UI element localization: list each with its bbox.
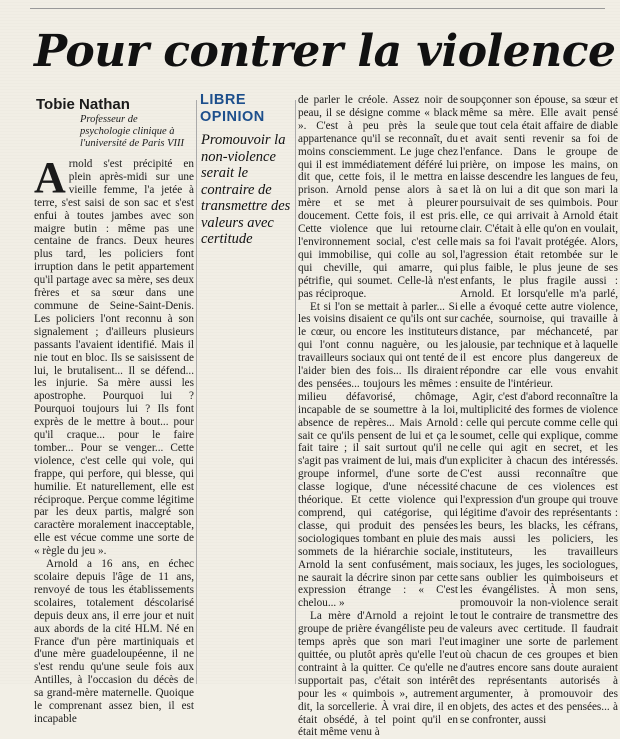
paragraph	[34, 153, 194, 558]
headline: Pour contrer la violence	[34, 26, 616, 77]
paragraph: soupçonner son épouse, sa sœur et même sa mère. Elle avait pensé que tout cela était affaire de diable et avait senti revenir sa foi de l'enfance. Dans le groupe de prière, on impose les mains, on laisse descendre les langues de feu, et là on lui a dit que son mari la poursuivait de ses quimbois. Pour elle, ce qui arrivait à Arnold était clair. C'était à elle qu'on en voulait, mais sa foi l'avait protégée. Alors, l'agression était retombée sur le plus faible, le plus jeune de ses enfants, le plus fragile aussi : Arnold. Et lorsqu'elle m'a parlé, elle a évoqué cette autre violence, cachée, sournoise, qui travaille à distance, par méchanceté, par jalousie, par technique et à laquelle il est encore plus dangereux de répondre car elle vous envahit ensuite de l'intérieur.	[460, 94, 618, 390]
paragraph: La mère d'Arnold a rejoint le groupe de prière évangéliste peu de temps après que son mari l'eut quittée, ou plutôt après qu'elle l'eut contraint à la quitter. Ce qu'elle ne supportait pas, c'était son intérêt pour les « quimbois », autrement dit, la sorcellerie. À vrai dire, il en était obsédé, à tel point qu'il en était même venu à	[298, 610, 458, 739]
author-name: Tobie Nathan	[36, 96, 130, 113]
column-divider	[295, 100, 296, 684]
paragraph: Et si l'on se mettait à parler... Si les voisins disaient ce qu'ils ont sur le cœur, ou encore les instituteurs qui l'ont connu naguère, ou les travailleurs sociaux qui ont tenté de l'aider bien des fois... Ils diraient des pensées... toujours les mêmes : milieu défavorisé, chômage, incapable de se soumettre à la loi, absence de repères... Mais Arnold sait ce qu'ils pensent de lui et ça le fait taire ; il sait surtout qu'il ne s'agit pas vraiment de lui, mais d'un groupe informel, d'une sorte de classe logique, d'une nécessité théorique. Et cette violence qui comprend, qui catégorise, qui classe, qui produit des pensées sociologiques tombant en pluie des sommets de la hiérarchie sociale, Arnold la sent confusément, mais ne saurait la décrire sinon par cette expression étrange : « C'est chelou... »	[298, 300, 458, 610]
section-tag-line1: LIBRE	[200, 92, 246, 108]
paragraph: Agir, c'est d'abord reconnaître la multiplicité des formes de violence : celle qui percute comme celle qui soumet, celle qui explique, comme celle qui agit en secret, et les expliciter à chacun des intéressés. C'est aussi reconnaître que chacune de ces violences est l'expression d'un groupe qui trouve légitime d'avoir des représentants : les beurs, les blacks, les céfrans, mais aussi les policiers, les instituteurs, les travailleurs sociaux, les juges, les sociologues, sans oublier les quimboiseurs et les évangélistes. À mon sens, promouvoir la non-violence serait tout le contraire de transmettre des valeurs avec certitude. Il faudrait imaginer une sorte de parlement où chacun de ces groupes et bien d'autres encore sans doute auraient des représentants autorisés à argumenter, à promouvoir des objets, des actes et des pensées... à se confronter, aussi	[460, 390, 618, 726]
article-column-2	[298, 94, 458, 739]
section-tag-line2: OPINION	[200, 109, 265, 125]
article-column-3	[460, 94, 618, 726]
column-divider	[196, 100, 197, 684]
paragraph: Arnold a 16 ans, en échec scolaire depuis l'âge de 11 ans, renvoyé de tous les établissements scolaires, totalement déscolarisé depuis deux ans, il erre jour et nuit aux abords de la cité HLM. Né en France d'un père martiniquais et d'une mère guadeloupéenne, il ne s'est rendu qu'une seule fois aux Antilles, à l'occasion du décès de sa grand-mère maternelle. Quoique le comprenant assez bien, il est incapable	[34, 558, 194, 725]
paragraph: de parler le créole. Assez noir de peau, il se désigne comme « black ». C'est à peu près la seule appartenance qu'il se reconnaît, du moins consciemment. Le juge chez qui il est immédiatement déféré lui dit que, cette fois, il le mettra en prison. Arnold pense alors à sa mère et se met à pleurer doucement. Cette fois, il est pris. Cette violence que lui retourne l'environnement social, c'est celle qui immobilise, qui colle au sol, qui cheville, qui amarre, qui pétrifie, qui soumet. Celle-là n'est pas réciproque.	[298, 94, 458, 300]
paragraph-text: rnold s'est précipité en plein après-midi sur une vieille femme, l'a jetée à terre, s'est saisi de son sac et s'est enfui à toutes jambes avec son maigre butin : même pas une centaine de francs. Deux heures plus tard, les policiers font irruption dans le petit appartement qu'il partage avec sa mère, ses deux frères et sa sœur dans une commune de Seine-Saint-Denis. Les policiers l'ont reconnu à son signalement ; d'ailleurs plusieurs passants l'avaient identifié. Mais il nie tout en bloc. Ils se saisissent de lui, le brutalisent... Il se défend... les injurie. Sa mère aussi les apostrophe. Pourquoi lui ? Pourquoi toujours lui ? Ils font exprès de le mettre à bout... pour qu'il craque... pour le faire tomber... Pour se venger... Cette violence, c'est celle qui vole, qui frappe, qui perfore, qui blesse, qui humilie. Et naturellement, elle est réciproque. Perçue comme légitime par les deux partis, malgré son caractère moralement inacceptable, elle est vécue comme une sorte de « règle du jeu ».	[34, 158, 194, 558]
author-bio: Professeur de psychologie clinique à l'université de Paris VIII	[80, 114, 185, 149]
deck: Promouvoir la non-violence serait le contraire de transmettre des valeurs avec certitude	[201, 132, 291, 247]
top-rule	[30, 8, 605, 9]
drop-cap: A	[34, 153, 66, 202]
article-column-1	[34, 153, 194, 725]
section-tag	[200, 92, 265, 126]
